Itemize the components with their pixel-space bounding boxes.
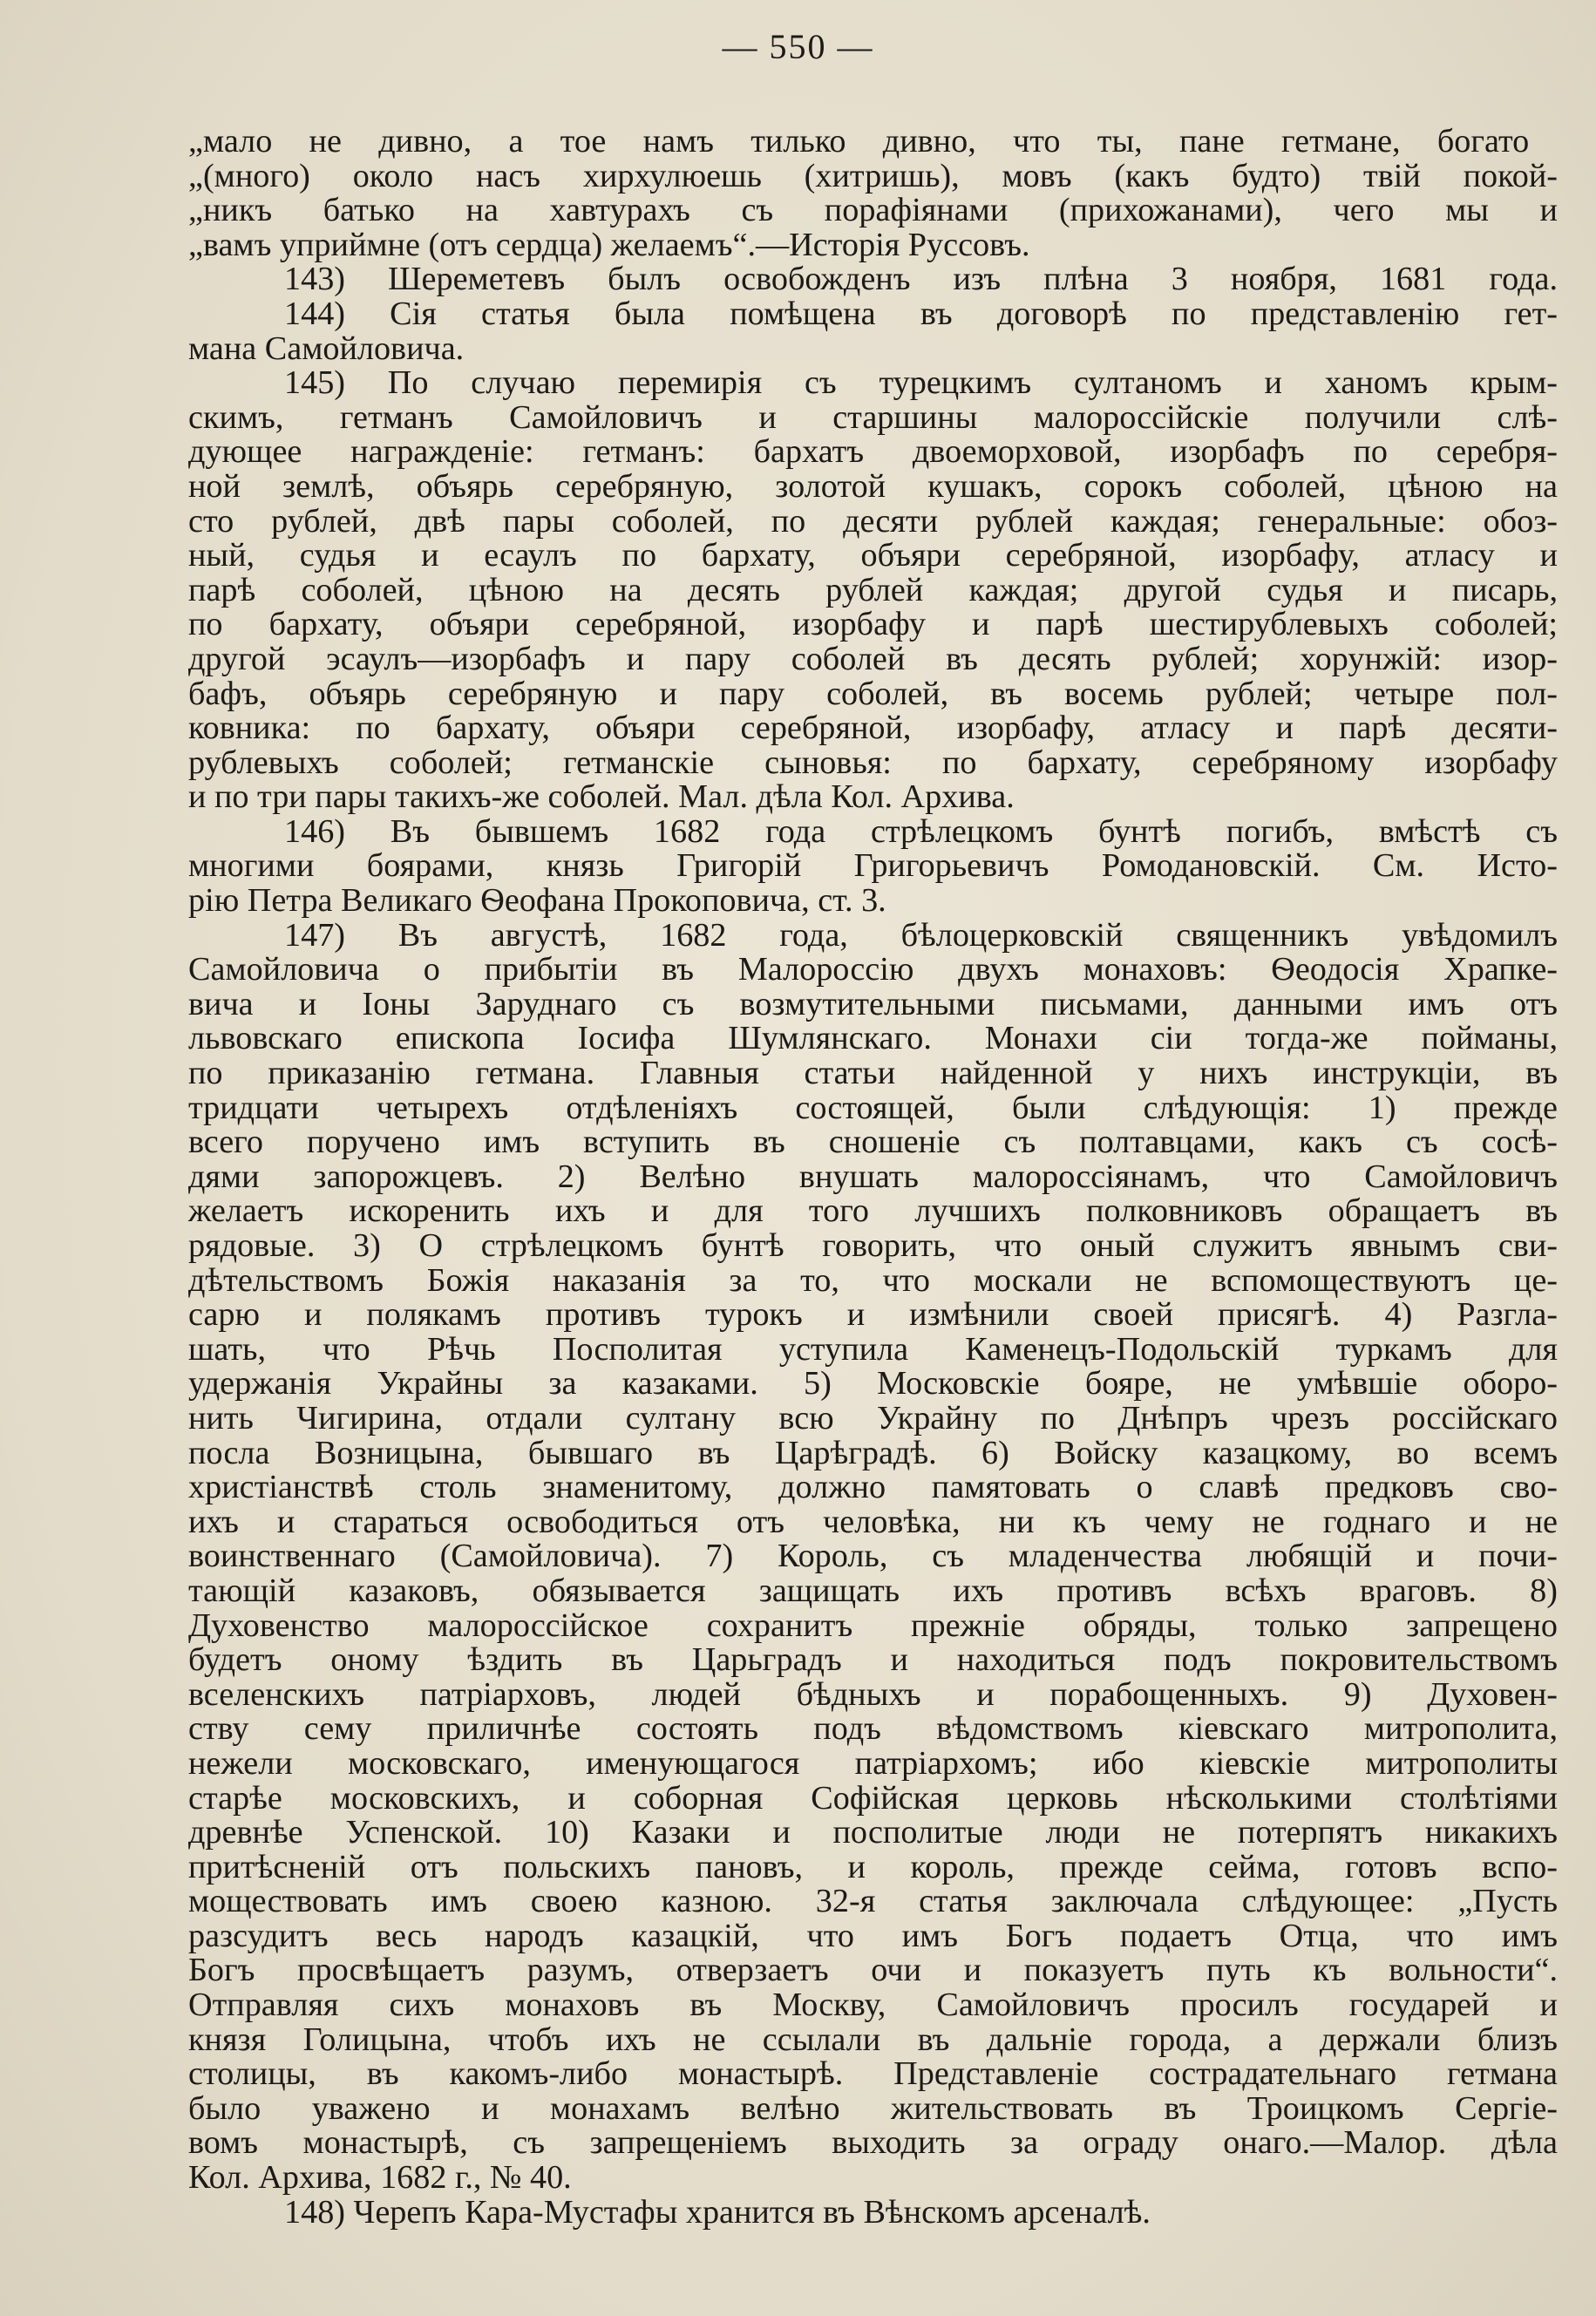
text-line xyxy=(188,1712,1558,1747)
text-line-content: разсудитъ весь народъ казацкій, что имъ Богъ подаетъ Отца, что имъ xyxy=(188,1917,1558,1954)
text-line-content: 146) Въ бывшемъ 1682 года стрѣлецкомъ бунтѣ погибъ, вмѣстѣ съ xyxy=(284,812,1558,850)
text-line-content: старѣе московскихъ, и соборная Софійская церковь нѣсколькими столѣтіями xyxy=(188,1779,1558,1817)
text-line xyxy=(188,1675,1558,1713)
text-line-content: парѣ соболей, цѣною на десять рублей каждая; другой судья и писарь, xyxy=(188,571,1558,608)
text-line-content: 147) Въ августѣ, 1682 года, бѣлоцерковскій священникъ увѣдомилъ xyxy=(284,916,1558,954)
text-line xyxy=(188,1574,1558,1609)
text-line xyxy=(188,1505,1558,1540)
text-line xyxy=(188,1988,1558,2023)
text-line-content: христіанствѣ столь знаменитому, должно памятовать о славѣ предковъ сво- xyxy=(188,1469,1558,1506)
text-line-content: многими боярами, князь Григорій Григорьевичъ Ромодановскій. См. Исто- xyxy=(188,847,1558,885)
text-line xyxy=(188,849,1558,884)
text-line-content: ству сему приличнѣе состоять подъ вѣдомствомъ кіевскаго митрополита, xyxy=(188,1710,1558,1748)
text-line-content: другой эсаулъ—изорбафъ и пару соболей въ десять рублей; хорунжій: изор- xyxy=(188,640,1558,677)
text-line xyxy=(188,1539,1558,1574)
text-line-content: дующее награжденіе: гетманъ: бархатъ двоеморховой, изорбафъ по серебря- xyxy=(188,433,1558,471)
text-line xyxy=(188,1919,1558,1954)
text-line-content: воинственнаго (Самойловича). 7) Король, съ младенчества любящій и почи- xyxy=(188,1538,1558,1575)
text-line xyxy=(188,2126,1558,2161)
text-line xyxy=(188,1643,1558,1678)
text-line xyxy=(188,157,1558,194)
text-line xyxy=(188,539,1558,574)
text-line xyxy=(188,1330,1558,1368)
text-line xyxy=(188,1125,1558,1160)
text-line xyxy=(188,1816,1558,1851)
text-line xyxy=(188,1229,1558,1264)
text-line-content: желаетъ искоренить ихъ и для того лучшихъ полковниковъ обращаетъ въ xyxy=(188,1192,1558,1230)
text-line-content: „никъ батько на хавтурахъ съ порафіянами (прихожанами), чего мы и xyxy=(188,192,1558,229)
text-line xyxy=(188,194,1558,228)
text-line xyxy=(188,1470,1558,1505)
text-line-content: нежели московскаго, именующагося патріархомъ; ибо кіевскіе митрополиты xyxy=(188,1744,1558,1782)
text-line-content: ный, судья и есаулъ по бархату, объяри серебряной, изорбафу, атласу и xyxy=(188,537,1558,574)
text-line-content: удержанія Украйны за казаками. 5) Московскіе бояре, не умѣвшіе оборо- xyxy=(188,1365,1558,1403)
text-line-content: „вамъ уприймне (отъ сердца) желаемъ“.—Исторія Руссовъ. xyxy=(188,226,1030,263)
text-line xyxy=(188,642,1558,677)
text-line-content: сарю и полякамъ противъ турокъ и измѣнили своей присягѣ. 4) Разгла- xyxy=(188,1296,1558,1334)
text-line-content: Богъ просвѣщаетъ разумъ, отверзаетъ очи и показуетъ путь къ вольности“. xyxy=(188,1952,1558,1989)
text-line-content: 144) Сія статья была помѣщена въ договорѣ по представленію гет- xyxy=(284,295,1558,332)
text-line xyxy=(188,1953,1558,1988)
text-line xyxy=(188,812,1558,850)
text-line-content: Отправляя сихъ монаховъ въ Москву, Самойловичъ просилъ государей и xyxy=(188,1987,1558,2024)
text-line xyxy=(188,1744,1558,1782)
text-line-content: тридцати четырехъ отдѣленіяхъ состоящей, были слѣдующія: 1) прежде xyxy=(188,1089,1558,1126)
text-line xyxy=(188,2023,1558,2058)
text-line xyxy=(188,228,1558,263)
text-line xyxy=(188,125,1558,160)
text-line xyxy=(188,953,1558,988)
text-line-content: древнѣе Успенской. 10) Казаки и посполитые люди не потерпятъ никакихъ xyxy=(188,1814,1558,1851)
text-line xyxy=(188,1194,1558,1229)
text-line xyxy=(188,1091,1558,1126)
text-line-content: и по три пары такихъ-же соболей. Мал. дѣла Кол. Архива. xyxy=(188,778,1015,816)
text-line-content: по приказанію гетмана. Главныя статьи найденной у нихъ инструкціи, въ xyxy=(188,1055,1558,1092)
text-line-content: скимъ, гетманъ Самойловичъ и старшины малороссійскіе получили слѣ- xyxy=(188,398,1558,436)
text-line xyxy=(188,2193,1558,2231)
text-line xyxy=(188,985,1558,1022)
text-line-content: притѣсненій отъ польскихъ пановъ, и король, прежде сейма, готовъ вспо- xyxy=(188,1848,1558,1885)
text-line-content: мана Самойловича. xyxy=(188,329,465,367)
text-line-content: князя Голицына, чтобъ ихъ не ссылали въ дальніе города, а держали близъ xyxy=(188,2021,1558,2058)
text-line-content: вомъ монастырѣ, съ запрещеніемъ выходить за ограду онаго.—Малор. дѣла xyxy=(188,2124,1558,2162)
text-line xyxy=(188,916,1558,954)
text-line xyxy=(188,262,1558,297)
text-line-content: Самойловича о прибытіи въ Малороссію двухъ монаховъ: Ѳеодосія Храпке- xyxy=(188,951,1558,988)
text-line-content: 145) По случаю перемирія съ турецкимъ султаномъ и ханомъ крым- xyxy=(284,364,1558,402)
text-line-content: будетъ оному ѣздить въ Царьградъ и находиться подъ покровительствомъ xyxy=(188,1641,1558,1679)
text-line-content: шать, что Рѣчь Посполитая уступила Каменецъ-Подольскій туркамъ для xyxy=(188,1330,1558,1368)
text-line-content: дями запорожцевъ. 2) Велѣно внушать малороссіянамъ, что Самойловичъ xyxy=(188,1158,1558,1195)
text-line-content: моществовать имъ своею казною. 32-я статья заключала слѣдующее: „Пусть xyxy=(188,1883,1558,1920)
text-line-content: рядовые. 3) О стрѣлецкомъ бунтѣ говорить, что оный служитъ явнымъ сви- xyxy=(188,1227,1558,1264)
text-line xyxy=(188,435,1558,470)
text-line-content: тающій казаковъ, обязывается защищать ихъ противъ всѣхъ враговъ. 8) xyxy=(188,1572,1558,1609)
text-line xyxy=(188,1056,1558,1091)
text-line-content: ихъ и стараться освободиться отъ человѣка, ни къ чему не годнаго и не xyxy=(188,1503,1558,1540)
text-line xyxy=(188,677,1558,712)
text-line-content: вича и Іоны Заруднаго съ возмутительными письмами, данными имъ отъ xyxy=(188,985,1558,1022)
text-line xyxy=(188,1261,1558,1299)
text-line xyxy=(188,297,1558,332)
text-line-content: посла Возницына, бывшаго въ Царѣградѣ. 6) Войску казацкому, во всемъ xyxy=(188,1434,1558,1471)
text-line-content: нить Чигирина, отдали султану всю Украйну по Днѣпръ чрезъ россійскаго xyxy=(188,1399,1558,1436)
text-line xyxy=(188,329,1558,367)
text-line-content: сто рублей, двѣ пары соболей, по десяти рублей каждая; генеральные: обоз- xyxy=(188,502,1558,540)
text-line-content: бафъ, объярь серебряную и пару соболей, въ восемь рублей; четыре пол- xyxy=(188,675,1558,712)
text-line xyxy=(188,608,1558,642)
text-line-content: вселенскихъ патріарховъ, людей бѣдныхъ и порабощенныхъ. 9) Духовен- xyxy=(188,1675,1558,1713)
text-line xyxy=(188,1022,1558,1056)
text-line-content: 143) Шереметевъ былъ освобожденъ изъ плѣна 3 ноября, 1681 года. xyxy=(284,261,1558,298)
text-line xyxy=(188,884,1558,919)
text-line xyxy=(188,1848,1558,1885)
text-line xyxy=(188,711,1558,746)
text-line-content: львовскаго епископа Іосифа Шумлянскаго. Монахи сіи тогда-же пойманы, xyxy=(188,1020,1558,1057)
text-line xyxy=(188,746,1558,781)
text-line xyxy=(188,366,1558,401)
text-line xyxy=(188,1160,1558,1195)
page-text xyxy=(188,125,1558,2230)
text-line-content: ной землѣ, объярь серебряную, золотой кушакъ, сорокъ соболей, цѣною на xyxy=(188,467,1558,505)
text-line xyxy=(188,1436,1558,1471)
text-line xyxy=(188,2161,1558,2196)
text-line-content: Духовенство малороссійское сохранитъ прежніе обряды, только запрещено xyxy=(188,1606,1558,1644)
text-line xyxy=(188,2089,1558,2127)
text-line xyxy=(188,2057,1558,2092)
text-line xyxy=(188,780,1558,815)
text-line-content: было уважено и монахамъ велѣно жительствовать въ Троицкомъ Сергіе- xyxy=(188,2089,1558,2127)
text-line xyxy=(188,1606,1558,1644)
text-line xyxy=(188,1367,1558,1402)
text-line-content: „мало не дивно, а тое намъ тилько дивно, что ты, пане гетмане, богато xyxy=(188,123,1530,160)
text-line xyxy=(188,467,1558,505)
text-line-content: „(много) около насъ хирхулюешь (хитришь), мовъ (какъ будто) твій покой- xyxy=(188,157,1558,194)
text-line xyxy=(188,1779,1558,1817)
text-line xyxy=(188,1885,1558,1919)
text-line-content: всего поручено имъ вступить въ сношеніе съ полтавцами, какъ съ сосѣ- xyxy=(188,1124,1558,1161)
text-line-content: рублевыхъ соболей; гетманскіе сыновья: по бархату, серебряному изорбафу xyxy=(188,744,1558,781)
text-line xyxy=(188,502,1558,540)
text-line-content: по бархату, объяри серебряной, изорбафу и парѣ шестирублевыхъ соболей; xyxy=(188,606,1558,643)
text-line-content: Кол. Архива, 1682 г., № 40. xyxy=(188,2159,572,2197)
text-line xyxy=(188,571,1558,608)
page-number: — 550 — xyxy=(722,27,874,66)
text-line-content: столицы, въ какомъ-либо монастырѣ. Представленіе сострадательнаго гетмана xyxy=(188,2055,1558,2093)
text-line xyxy=(188,1399,1558,1436)
text-line-content: ковника: по бархату, объяри серебряной, изорбафу, атласу и парѣ десяти- xyxy=(188,710,1558,747)
text-line xyxy=(188,1298,1558,1333)
text-line-content: дѣтельствомъ Божія наказанія за то, что москали не вспомоществуютъ це- xyxy=(188,1261,1558,1299)
text-line-content: рію Петра Великаго Ѳеофана Прокоповича, ст. 3. xyxy=(188,882,886,920)
text-line-content: 148) Черепъ Кара-Мустафы хранится въ Вѣнскомъ арсеналѣ. xyxy=(284,2193,1151,2231)
text-line xyxy=(188,398,1558,436)
